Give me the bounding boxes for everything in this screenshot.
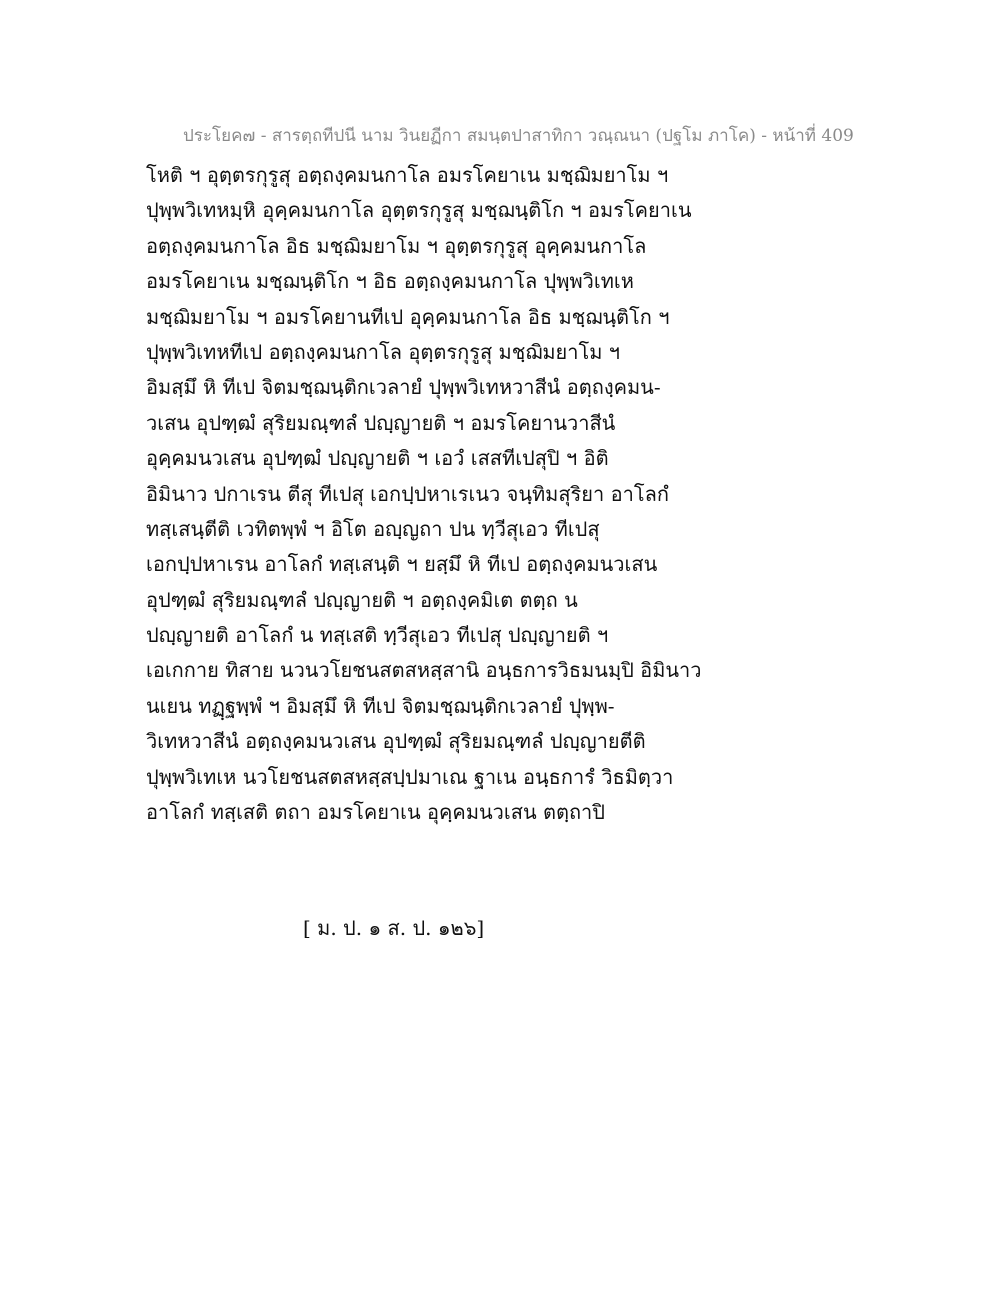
source-reference: [ ม. ป. ๑ ส. ป. ๑๒๖] <box>303 916 485 940</box>
text-line: ปุพฺพวิเทเห นวโยชนสตสหสฺสปฺปมาเณ ฐาเน อนฺธการํ วิธมิตฺวา <box>146 764 674 789</box>
text-line: อมรโคยาเน มชฺฌนฺติโก ฯ อิธ อตฺถงฺคมนกาโล ปุพฺพวิเทเห <box>146 269 634 294</box>
text-line: ปญฺญายติ อาโลกํ น ทสฺเสติ ทฺวีสุเอว ทีเปสุ ปญฺญายติ ฯ <box>146 623 609 648</box>
text-line: ทสฺเสนฺตีติ เวทิตพฺพํ ฯ อิโต อญฺญถา ปน ทฺวีสุเอว ทีเปสุ <box>146 516 600 541</box>
text-line: อุคฺคมนวเสน อุปฑฺฒํ ปญฺญายติ ฯ เอวํ เสสทีเปสุปิ ฯ อิติ <box>146 446 609 471</box>
text-line: เอกปฺปหาเรน อาโลกํ ทสฺเสนฺติ ฯ ยสฺมึ หิ ทีเป อตฺถงฺคมนวเสน <box>146 552 658 577</box>
text-line: วเสน อุปฑฺฒํ สุริยมณฺฑลํ ปญฺญายติ ฯ อมรโคยานวาสีนํ <box>146 410 616 435</box>
text-line: นเยน ทฏฺฐพฺพํ ฯ อิมสฺมึ หิ ทีเป จิตมชฺฌนฺติกเวลายํ ปุพฺพ- <box>146 693 615 718</box>
text-line: อิมินาว ปกาเรน ตีสุ ทีเปสุ เอกปฺปหาเรเนว จนฺทิมสุริยา อาโลกํ <box>146 481 669 506</box>
text-line: อตฺถงฺคมนกาโล อิธ มชฺฌิมยาโม ฯ อุตฺตรกุรูสุ อุคฺคมนกาโล <box>146 233 647 258</box>
text-line: เอเกกาย ทิสาย นวนวโยชนสตสหสฺสานิ อนฺธการวิธมนมฺปิ อิมินาว <box>146 658 702 683</box>
text-line: อิมสฺมึ หิ ทีเป จิตมชฺฌนฺติกเวลายํ ปุพฺพวิเทหวาสีนํ อตฺถงฺคมน- <box>146 375 661 400</box>
text-line: ปุพฺพวิเทหทีเป อตฺถงฺคมนกาโล อุตฺตรกุรูสุ มชฺฌิมยาโม ฯ <box>146 339 621 364</box>
text-line: โหติ ฯ อุตฺตรกุรูสุ อตฺถงฺคมนกาโล อมรโคยาเน มชฺฌิมยาโม ฯ <box>146 163 669 187</box>
text-line: ปุพฺพวิเทหมฺหิ อุคฺคมนกาโล อุตฺตรกุรูสุ มชฺฌนฺติโก ฯ อมรโคยาเน <box>146 198 692 223</box>
text-line: มชฺฌิมยาโม ฯ อมรโคยานทีเป อุคฺคมนกาโล อิธ มชฺฌนฺติโก ฯ <box>146 304 670 329</box>
text-line: อุปฑฺฒํ สุริยมณฺฑลํ ปญฺญายติ ฯ อตฺถงฺคมิเต ตตฺถ น <box>146 587 578 612</box>
body-text <box>146 158 786 830</box>
text-line: วิเทหวาสีนํ อตฺถงฺคมนวเสน อุปฑฺฒํ สุริยมณฺฑลํ ปญฺญายตีติ <box>146 729 646 754</box>
text-line: อาโลกํ ทสฺเสติ ตถา อมรโคยาเน อุคฺคมนวเสน ตตฺถาปิ <box>146 800 605 825</box>
running-header: ประโยค๗ - สารตฺถทีปนี นาม วินยฏีกา สมนฺตปาสาทิกา วณฺณนา (ปฐโม ภาโค) - หน้าที่ 409 <box>183 126 854 146</box>
